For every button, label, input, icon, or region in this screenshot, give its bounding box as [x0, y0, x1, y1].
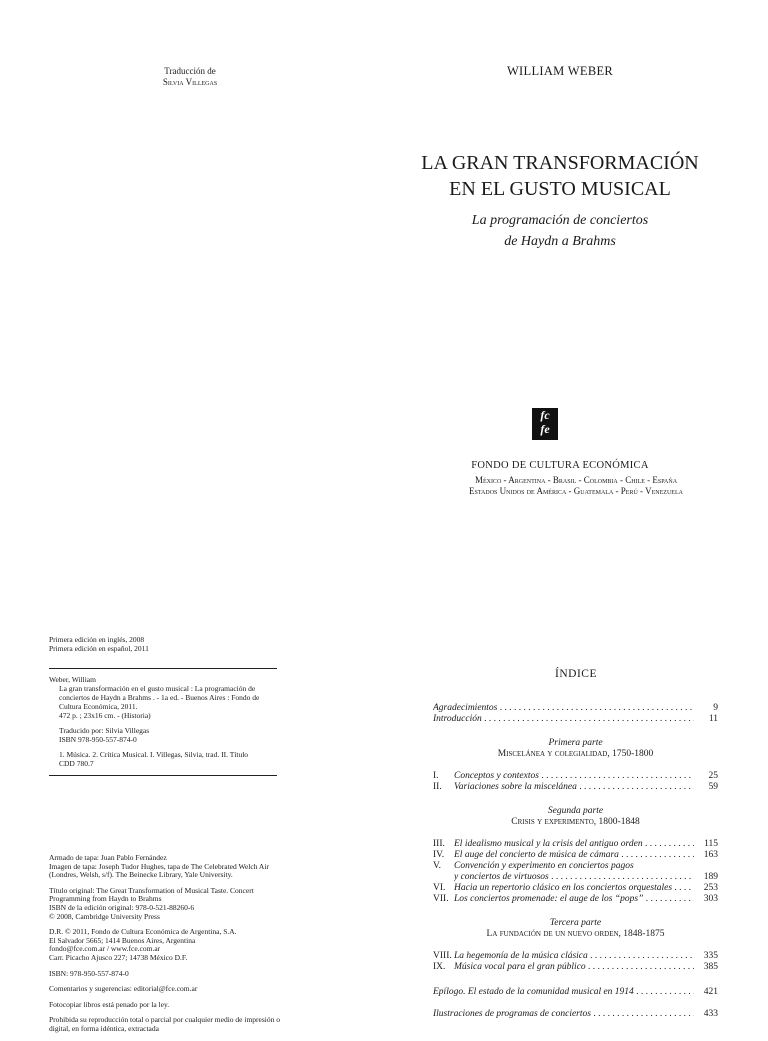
chapter-number [433, 872, 454, 883]
toc-entry-page: 9 [713, 703, 718, 713]
book-subtitle-line2: de Haydn a Brahms [504, 234, 616, 249]
toc-entry-page: 335 [703, 951, 718, 961]
cover-design: Armado de tapa: Juan Pablo Fernández [49, 853, 167, 862]
toc-entry-title: Introducción . . . [433, 714, 694, 725]
toc-entry-title: Música vocal para el gran público . . . [454, 962, 694, 973]
publisher-copyright: D.R. © 2011, Fondo de Cultura Económica de Argentina, S.A. [49, 927, 237, 937]
toc-entry-title: Los conciertos promenade: el auge de los “pops” . . . [454, 894, 694, 905]
book-title-line2: EN EL GUSTO MUSICAL [449, 178, 671, 200]
toc-entry-page: 253 [703, 883, 718, 893]
catalog-cdd: CDD 780.7 [59, 759, 94, 768]
toc-entry[interactable] [433, 714, 718, 725]
translation-label: Traducción de [164, 66, 216, 76]
catalog-author: Weber, William [49, 675, 96, 684]
toc-entry-page: 189 [703, 872, 718, 882]
chapter-number: III. [433, 839, 445, 849]
catalog-title: La gran transformación en el gusto musical : La programación de conciertos de Haydn a Brahms . - 1a ed. - Buenos Aires : Fondo de Cultura Económica, 2011. [59, 684, 260, 711]
catalog-pages: 472 p. ; 23x16 cm. - (Historia) [59, 711, 151, 720]
toc-entry-title: Epílogo. El estado de la comunidad musical en 1914 . . . [433, 987, 694, 998]
toc-entry-title: La hegemonía de la música clásica . . . [454, 951, 694, 962]
toc-entry-page [694, 861, 718, 872]
toc-entry[interactable] [433, 894, 718, 905]
toc-entry[interactable] [433, 951, 718, 962]
toc-entry[interactable] [433, 850, 718, 861]
isbn: ISBN: 978-950-557-874-0 [49, 968, 129, 978]
toc-entry[interactable] [433, 962, 718, 973]
part-title: Miscelánea y colegialidad, 1750-1800 [497, 749, 654, 759]
catalog-record [49, 675, 279, 768]
chapter-number: VI. [433, 883, 446, 893]
toc-entry[interactable] [433, 771, 718, 782]
toc-entry-title: El auge del concierto de música de cámara . . . [454, 850, 694, 861]
chapter-number: I. [433, 771, 439, 781]
toc-entry-title: Agradecimientos . . . [433, 703, 694, 714]
toc-entry[interactable] [433, 987, 718, 998]
catalog-bottom-rule [49, 775, 277, 776]
fce-logo-icon: fc fe [532, 408, 558, 440]
toc-entry[interactable] [433, 1009, 718, 1020]
edition-spanish: Primera edición en español, 2011 [49, 644, 149, 653]
translator-name: Silvia Villegas [162, 77, 218, 87]
catalog-translator: Traducido por: Silvia Villegas [59, 726, 150, 735]
chapter-number: IV. [433, 850, 445, 860]
original-title: Título original: The Great Transformation of Musical Taste. Concert Programming from Haydn to Brahms [49, 885, 254, 904]
part-title: Crisis y experimento, 1800-1848 [511, 817, 640, 827]
toc-entry[interactable] [433, 782, 718, 793]
publication-credits [49, 854, 289, 1041]
toc-entry[interactable] [433, 883, 718, 894]
toc-entry-page: 433 [703, 1009, 718, 1019]
part-title: La fundación de un nuevo orden, 1848-1875 [486, 929, 665, 939]
book-title-line1: LA GRAN TRANSFORMACIÓN [421, 152, 699, 174]
publisher-address: El Salvador 5665; 1414 Buenos Aires, Argentina [49, 935, 196, 945]
catalog-subjects: 1. Música. 2. Crítica Musical. I. Villegas, Silvia, trad. II. Título [59, 750, 249, 759]
catalog-isbn: ISBN 978-950-557-874-0 [59, 735, 137, 744]
toc-entry[interactable] [433, 703, 718, 714]
book-subtitle-line1: La programación de conciertos [471, 213, 649, 228]
toc-entry-title: Ilustraciones de programas de conciertos . . . [433, 1009, 694, 1020]
toc-entry-title: Variaciones sobre la miscelánea . . . [454, 782, 694, 793]
toc-entry-title: El idealismo musical y la crisis del antiguo orden . . . [454, 839, 694, 850]
copy-warning: Fotocopiar libros está penado por la ley. [49, 999, 170, 1009]
part-label: Tercera parte [549, 918, 602, 928]
toc-entry-page: 385 [703, 962, 718, 972]
book-subtitle [400, 210, 720, 252]
toc-entry-page: 11 [708, 714, 718, 724]
toc-entry[interactable] [433, 861, 718, 872]
part-label: Primera parte [548, 738, 603, 748]
chapter-number: IX. [433, 962, 446, 972]
publisher-name: FONDO DE CULTURA ECONÓMICA [471, 460, 649, 471]
toc-entry[interactable] [433, 839, 718, 850]
toc-entry-page: 163 [703, 850, 718, 860]
author-name: WILLIAM WEBER [506, 64, 614, 78]
toc-entry-page: 59 [708, 782, 718, 792]
edition-notes [49, 635, 149, 653]
toc-entry[interactable] [433, 872, 718, 883]
toc-entry-title: Hacia un repertorio clásico en los conciertos orquestales . . . [454, 883, 694, 894]
cover-image: Imagen de tapa: Joseph Tudor Hughes, tapa de The Celebrated Welch Air (Londres, Welsh, s/f). The Beinecke Library, Yale University. [49, 861, 269, 880]
toc-entry-page: 303 [703, 894, 718, 904]
toc-entry-page: 115 [704, 839, 718, 849]
part-label: Segunda parte [547, 806, 604, 816]
toc-entry-title: Convención y experimento en conciertos pagos [454, 861, 634, 871]
toc-entry-page: 25 [708, 771, 718, 781]
edition-english: Primera edición en inglés, 2008 [49, 635, 145, 644]
reproduction-notice: Prohibida su reproducción total o parcial por cualquier medio de impresión o digital, en forma idéntica, extractada [49, 1015, 280, 1033]
catalog-top-rule [49, 668, 277, 669]
toc-title: ÍNDICE [555, 668, 597, 680]
toc-entry-title: y conciertos de virtuosos . . . [454, 872, 694, 883]
chapter-number: VIII. [433, 951, 452, 961]
comments-contact: Comentarios y sugerencias: editorial@fce.com.ar [49, 984, 198, 994]
toc-entry-title: Conceptos y contextos . . . [454, 771, 694, 782]
chapter-number: V. [433, 861, 442, 871]
translator-credit [130, 66, 250, 88]
toc-entry-page: 421 [703, 987, 718, 997]
publisher-mexico-address: Carr. Picacho Ajusco 227; 14738 México D.F. [49, 952, 188, 962]
publisher-countries-line2: Estados Unidos de América - Guatemala - Perú - Venezuela [469, 486, 683, 496]
chapter-number: VII. [433, 894, 449, 904]
chapter-number: II. [433, 782, 442, 792]
book-title [400, 150, 720, 202]
publisher-contact: fondo@fce.com.ar / www.fce.com.ar [49, 944, 161, 954]
publisher-countries-line1: México - Argentina - Brasil - Colombia - Chile - España [474, 475, 678, 485]
original-copyright: © 2008, Cambridge University Press [49, 911, 160, 921]
original-isbn: ISBN de la edición original: 978-0-521-88260-6 [49, 902, 195, 912]
